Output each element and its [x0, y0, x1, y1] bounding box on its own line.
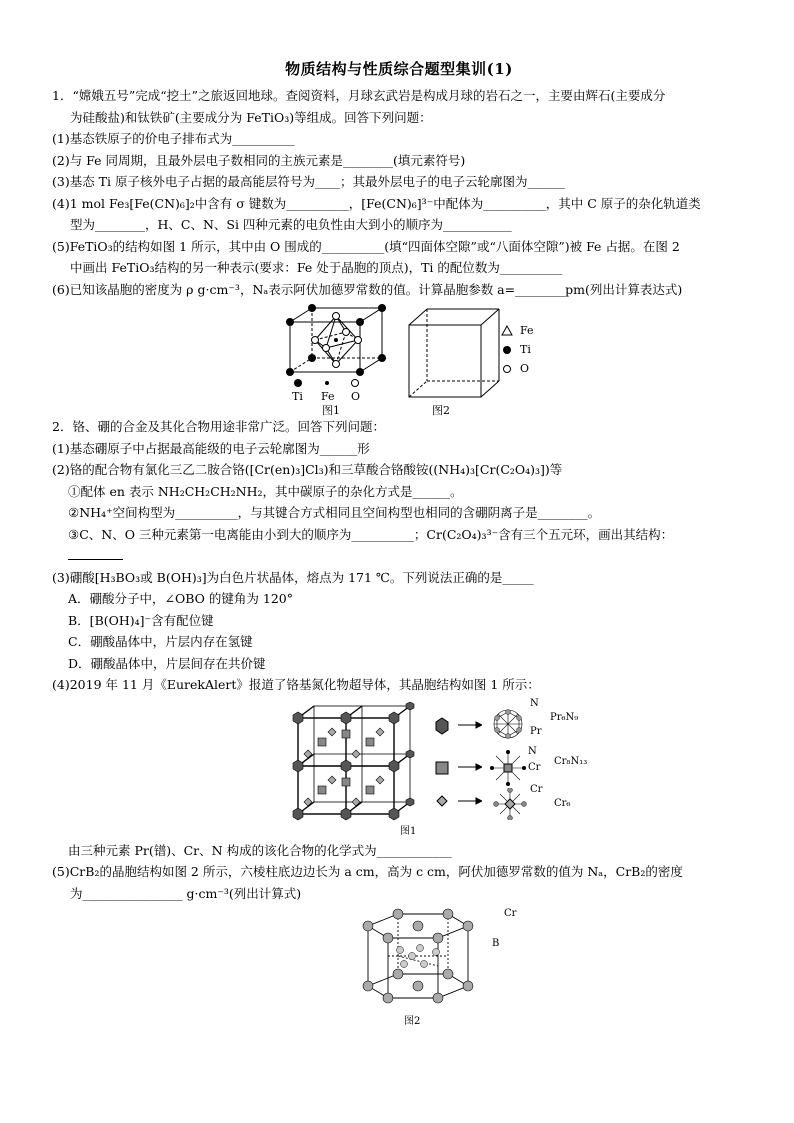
- q2-sub-2-part-1: ①配体 en 表示 NH₂CH₂CH₂NH₂，其中碳原子的杂化方式是______。: [68, 483, 463, 499]
- q1-sub-5-line-2: 中画出 FeTiO₃结构的另一种表示(要求：Fe 处于晶胞的顶点)，Ti 的配位数为__________: [70, 260, 563, 275]
- question-2: [52, 416, 746, 1026]
- page-title: 物质结构与性质综合题型集训(1): [285, 60, 513, 78]
- q2-sub-5-line-2: 为________________ g·cm⁻³(列出计算式): [70, 885, 302, 901]
- q1-fig2-legend-o: O: [520, 362, 530, 375]
- q1-fig2-legend-ti: Ti: [520, 343, 531, 356]
- q1-sub-4-line-1: (4)1 mol Fe₃[Fe(CN)₆]₂中含有 σ 键数为__________，[Fe(CN)₆]³⁻中配体为__________，其中 C 原子的杂化轨道类: [52, 195, 701, 211]
- q1-fig1-legend-o: O: [351, 390, 361, 403]
- q2-option-b: B．[B(OH)₄]⁻含有配位键: [68, 612, 214, 628]
- q2-sub-4: (4)2019 年 11 月《EurekAlert》报道了铬基氮化物超导体，其晶胞结构如图 1 所示：: [52, 677, 540, 692]
- q2-fig2-hexagonal-prism: [348, 908, 488, 1008]
- q2-sub-2-part-2: ②NH₄⁺空间构型为__________，与其键合方式相同且空间构型也相同的含硼阴离子是________。: [68, 505, 601, 520]
- q2-fig1-legend-cr-mid: Cr: [528, 761, 541, 773]
- q2-sub-3: (3)硼酸[H₃BO₃或 B(OH)₃]为白色片状晶体，熔点为 171 ℃。下列说法正确的是_____: [52, 569, 534, 585]
- q2-fig2-label-cr: Cr: [504, 908, 517, 919]
- q2-fig1-lattice: [288, 702, 418, 822]
- q1-fig1-caption: 图1: [322, 404, 340, 417]
- q2-sub-2-answer-blank: [52, 545, 746, 567]
- q1-sub-4-line-2: 型为________，H、C、N、Si 四种元素的电负性由大到小的顺序为___________: [70, 217, 512, 232]
- q1-fig2-caption: 图2: [432, 404, 450, 417]
- q2-fig1-cr6-cluster: [492, 788, 528, 820]
- q2-option-a: A．硼酸分子中，∠OBO 的键角为 120°: [68, 591, 293, 606]
- q1-sub-6: (6)已知该晶胞的密度为 ρ g·cm⁻³，Nₐ表示阿伏加德罗常数的值。计算晶胞参数 a=________pm(列出计算表达式): [52, 281, 683, 297]
- q2-fig1-legend-cr6: Cr₆: [554, 797, 571, 809]
- q2-sub-2-part-3: ③C、N、O 三种元素第一电离能由小到大的顺序为__________；Cr(C₂O₄)₃³⁻含有三个五元环，画出其结构：: [68, 526, 674, 542]
- q1-stem-line-2: 为硅酸盐)和钛铁矿(主要成分为 FeTiO₃)等组成。回答下列问题：: [70, 109, 432, 125]
- q2-fig2-row: [52, 908, 746, 1026]
- q1-fig2-empty-cube: [407, 307, 507, 403]
- q2-fig2-label-b: B: [492, 938, 500, 949]
- q2-fig1-cr8n13-cluster: [488, 750, 528, 786]
- q1-fig1-legend-ti: Ti: [292, 390, 303, 403]
- q1-sub-3: (3)基态 Ti 原子核外电子占据的最高能层符号为____；其最外层电子的电子云轮廓图为______: [52, 174, 565, 189]
- q1-sub-1: (1)基态铁原子的价电子排布式为__________: [52, 131, 295, 146]
- q2-fig1-legend-pr6n9: Pr₆N₉: [550, 711, 579, 723]
- q2-option-c: C．硼酸晶体中，片层内存在氢键: [68, 634, 253, 649]
- q2-stem: 2．铬、硼的合金及其化合物用途非常广泛。回答下列问题：: [52, 419, 385, 434]
- q1-fig2-legend-fe: Fe: [520, 324, 534, 337]
- q1-stem-line-1: 1．“嫦娥五号”完成“挖土”之旅返回地球。查阅资料，月球玄武岩是构成月球的岩石之一，主要由辉石(主要成分: [52, 88, 666, 103]
- q2-fig1-legend-arrows: [456, 718, 482, 808]
- q2-sub-1: (1)基态硼原子中占据最高能级的电子云轮廓图为______形: [52, 440, 370, 456]
- q1-fig2-legend-symbols: [500, 324, 514, 376]
- q2-sub-2: (2)铬的配合物有氯化三乙二胺合铬([Cr(en)₃]Cl₃)和三草酸合铬酸铵((NH₄)₃[Cr(C₂O₄)₃])等: [52, 462, 563, 477]
- q1-fig1-legend-fe: Fe: [321, 390, 335, 403]
- q2-fig1-legend-n-top: N: [530, 697, 539, 709]
- q2-fig1-legend-cr-bottom: Cr: [530, 783, 543, 795]
- q2-fig1-legend-symbols: [432, 712, 452, 812]
- q1-sub-2: (2)与 Fe 同周期，且最外层电子数相同的主族元素是________(填元素符号): [52, 152, 466, 168]
- q1-fig1-legend-symbols: [292, 377, 372, 389]
- question-1: [52, 85, 746, 417]
- worksheet-page: [52, 58, 746, 1026]
- q2-fig2-caption: 图2: [404, 1016, 421, 1027]
- q2-fig1-caption: 图1: [400, 825, 417, 837]
- q2-sub-5-line-1: (5)CrB₂的晶胞结构如图 2 所示，六棱柱底边边长为 a cm，高为 c cm，阿伏加德罗常数的值为 Nₐ，CrB₂的密度: [52, 864, 683, 879]
- q2-fig1-legend-pr: Pr: [530, 725, 542, 737]
- q2-fig1-row: [52, 698, 746, 838]
- q1-sub-5-line-1: (5)FeTiO₃的结构如图 1 所示，其中由 O 围成的__________(填“四面体空隙”或“八面体空隙”)被 Fe 占据。在图 2: [52, 238, 680, 254]
- q2-option-d: D．硼酸晶体中，片层间存在共价键: [68, 655, 266, 671]
- q2-fig1-legend-cr8n13: Cr₈N₁₃: [554, 755, 588, 767]
- q2-sub-4-question: 由三种元素 Pr(镨)、Cr、N 构成的该化合物的化学式为____________: [68, 842, 452, 858]
- q2-fig1-legend-n-mid: N: [528, 745, 537, 757]
- q2-fig1-pr6n9-cluster: [486, 706, 530, 742]
- q1-figures: [52, 302, 746, 417]
